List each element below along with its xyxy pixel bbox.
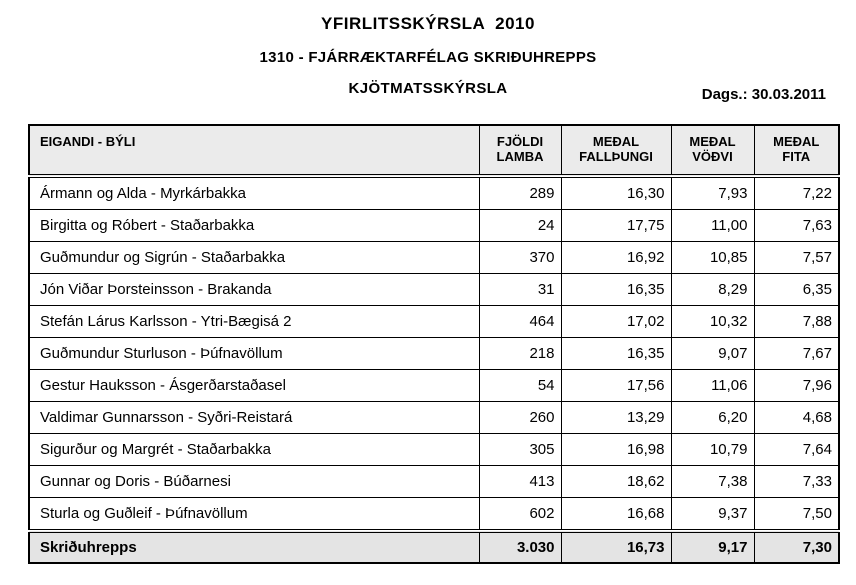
avg-fat-cell: 7,96 [754, 370, 839, 402]
header-avg-fat-line1: MEÐAL [773, 134, 820, 149]
table-footer [29, 531, 839, 563]
lamb-count-cell: 260 [479, 402, 561, 434]
avg-muscle-cell: 7,38 [671, 466, 754, 498]
lamb-count-cell: 602 [479, 498, 561, 532]
avg-carcass-weight-cell: 17,75 [561, 210, 671, 242]
header-avg-fat-line2: FITA [782, 149, 811, 164]
owner-farm-cell: Valdimar Gunnarsson - Syðri-Reistará [29, 402, 479, 434]
report-type-title: KJÖTMATSSKÝRSLA [348, 80, 508, 97]
table-row [29, 370, 839, 402]
lamb-count-cell: 464 [479, 306, 561, 338]
meat-assessment-table [28, 124, 840, 564]
owner-farm-cell: Jón Viðar Þorsteinsson - Brakanda [29, 274, 479, 306]
avg-fat-cell: 7,88 [754, 306, 839, 338]
avg-fat-cell: 7,33 [754, 466, 839, 498]
avg-carcass-weight-cell: 16,98 [561, 434, 671, 466]
avg-carcass-weight-cell: 17,02 [561, 306, 671, 338]
lamb-count-cell: 31 [479, 274, 561, 306]
total-avg-muscle-cell: 9,17 [671, 531, 754, 563]
avg-carcass-weight-cell: 17,56 [561, 370, 671, 402]
owner-farm-cell: Gunnar og Doris - Búðarnesi [29, 466, 479, 498]
header-avg-muscle-line2: VÖÐVI [692, 149, 733, 164]
owner-farm-cell: Sigurður og Margrét - Staðarbakka [29, 434, 479, 466]
table-row [29, 338, 839, 370]
table-row [29, 498, 839, 532]
avg-muscle-cell: 6,20 [671, 402, 754, 434]
avg-muscle-cell: 10,85 [671, 242, 754, 274]
table-row [29, 466, 839, 498]
lamb-count-cell: 370 [479, 242, 561, 274]
total-avg-carcass-weight-cell: 16,73 [561, 531, 671, 563]
table-row [29, 242, 839, 274]
avg-carcass-weight-cell: 16,35 [561, 338, 671, 370]
avg-carcass-weight-cell: 16,30 [561, 176, 671, 210]
owner-farm-cell: Guðmundur og Sigrún - Staðarbakka [29, 242, 479, 274]
owner-farm-cell: Guðmundur Sturluson - Þúfnavöllum [29, 338, 479, 370]
total-avg-fat-cell: 7,30 [754, 531, 839, 563]
avg-muscle-cell: 7,93 [671, 176, 754, 210]
header-lamb-count-line1: FJÖLDI [496, 134, 544, 149]
avg-fat-cell: 7,67 [754, 338, 839, 370]
lamb-count-cell: 413 [479, 466, 561, 498]
avg-muscle-cell: 10,32 [671, 306, 754, 338]
owner-farm-cell: Birgitta og Róbert - Staðarbakka [29, 210, 479, 242]
header-owner-farm [29, 125, 479, 176]
avg-carcass-weight-cell: 18,62 [561, 466, 671, 498]
report-date: Dags.: 30.03.2011 [701, 86, 826, 103]
table-row [29, 274, 839, 306]
avg-carcass-weight-cell: 16,35 [561, 274, 671, 306]
avg-fat-cell: 7,64 [754, 434, 839, 466]
lamb-count-cell: 218 [479, 338, 561, 370]
lamb-count-cell: 289 [479, 176, 561, 210]
header-avg-muscle-line1: MEÐAL [689, 134, 736, 149]
header-lamb-count [479, 125, 561, 176]
avg-muscle-cell: 9,37 [671, 498, 754, 532]
table-body [29, 176, 839, 531]
avg-fat-cell: 7,63 [754, 210, 839, 242]
header-avg-carcass-weight-line1: MEÐAL [592, 134, 640, 149]
table-header-row [29, 125, 839, 176]
total-row [29, 531, 839, 563]
table-header [29, 125, 839, 176]
avg-carcass-weight-cell: 13,29 [561, 402, 671, 434]
owner-farm-cell: Ármann og Alda - Myrkárbakka [29, 176, 479, 210]
table-row [29, 176, 839, 210]
header-avg-muscle [671, 125, 754, 176]
avg-carcass-weight-cell: 16,68 [561, 498, 671, 532]
total-owner-cell: Skriðuhrepps [29, 531, 479, 563]
avg-fat-cell: 7,22 [754, 176, 839, 210]
total-lamb-count-cell: 3.030 [479, 531, 561, 563]
header-lamb-count-line2: LAMBA [496, 149, 544, 164]
avg-fat-cell: 6,35 [754, 274, 839, 306]
owner-farm-cell: Gestur Hauksson - Ásgerðarstaðasel [29, 370, 479, 402]
lamb-count-cell: 305 [479, 434, 561, 466]
owner-farm-cell: Sturla og Guðleif - Þúfnavöllum [29, 498, 479, 532]
lamb-count-cell: 54 [479, 370, 561, 402]
avg-muscle-cell: 9,07 [671, 338, 754, 370]
avg-fat-cell: 7,57 [754, 242, 839, 274]
lamb-count-cell: 24 [479, 210, 561, 242]
report-title: YFIRLITSSKÝRSLA 2010 [321, 14, 535, 33]
table-row [29, 402, 839, 434]
avg-muscle-cell: 10,79 [671, 434, 754, 466]
table-row [29, 306, 839, 338]
avg-muscle-cell: 11,06 [671, 370, 754, 402]
table-row [29, 210, 839, 242]
table-row [29, 434, 839, 466]
report-header [0, 0, 856, 103]
avg-muscle-cell: 8,29 [671, 274, 754, 306]
header-avg-carcass-weight-line2: FALLÞUNGI [579, 149, 653, 164]
avg-muscle-cell: 11,00 [671, 210, 754, 242]
avg-fat-cell: 7,50 [754, 498, 839, 532]
avg-carcass-weight-cell: 16,92 [561, 242, 671, 274]
owner-farm-cell: Stefán Lárus Karlsson - Ytri-Bægisá 2 [29, 306, 479, 338]
header-owner-farm-label: EIGANDI - BÝLI [40, 134, 136, 149]
avg-fat-cell: 4,68 [754, 402, 839, 434]
header-avg-fat [754, 125, 839, 176]
header-avg-carcass-weight [561, 125, 671, 176]
report-association: 1310 - FJÁRRÆKTARFÉLAG SKRIÐUHREPPS [259, 49, 597, 66]
